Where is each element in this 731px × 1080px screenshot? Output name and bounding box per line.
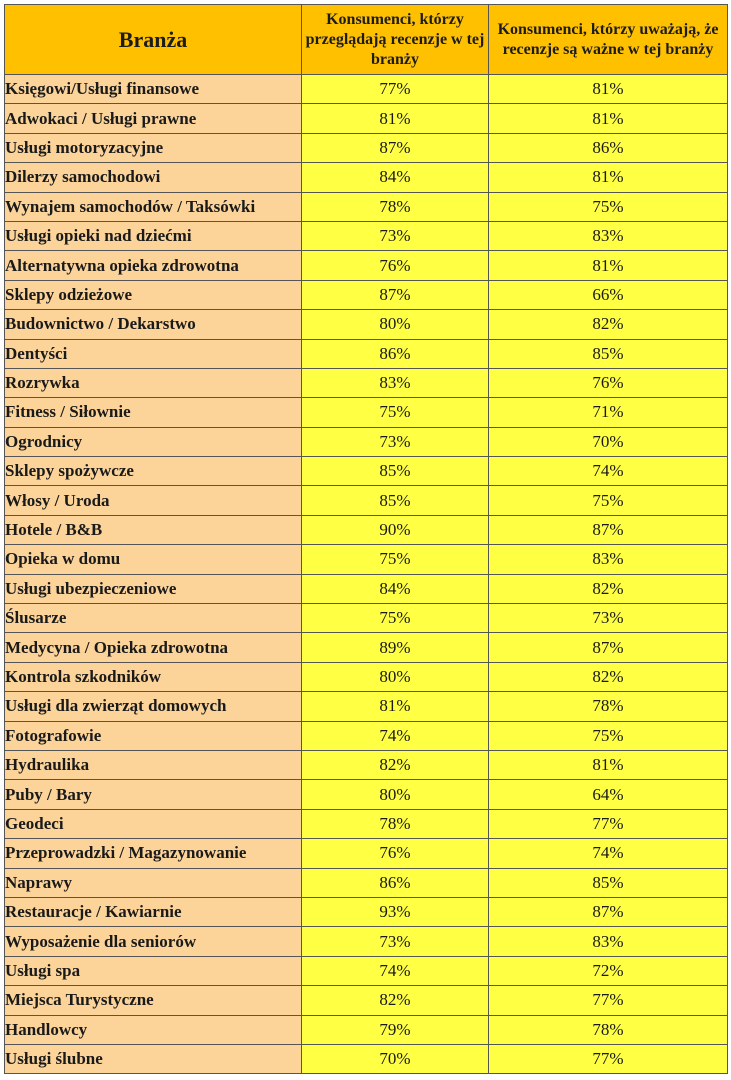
industry-cell: Medycyna / Opieka zdrowotna: [5, 633, 302, 662]
table-row: [5, 927, 728, 956]
browse-reviews-cell: 90%: [302, 515, 489, 544]
table-row: [5, 1015, 728, 1044]
industry-cell: Miejsca Turystyczne: [5, 986, 302, 1015]
table-row: [5, 1044, 728, 1073]
table-header: [5, 5, 728, 75]
browse-reviews-cell: 82%: [302, 986, 489, 1015]
industry-cell: Geodeci: [5, 809, 302, 838]
table-row: [5, 604, 728, 633]
table-row: [5, 427, 728, 456]
industry-cell: Restauracje / Kawiarnie: [5, 897, 302, 926]
industry-cell: Adwokaci / Usługi prawne: [5, 104, 302, 133]
header-browse-reviews: Konsumenci, którzy przeglądają recenzje w tej branży: [302, 5, 489, 75]
reviews-important-cell: 75%: [489, 192, 728, 221]
industry-cell: Opieka w domu: [5, 545, 302, 574]
reviews-important-cell: 82%: [489, 310, 728, 339]
industry-cell: Fitness / Siłownie: [5, 398, 302, 427]
industry-cell: Ogrodnicy: [5, 427, 302, 456]
header-industry: Branża: [5, 5, 302, 75]
reviews-important-cell: 66%: [489, 280, 728, 309]
reviews-important-cell: 81%: [489, 163, 728, 192]
reviews-important-cell: 83%: [489, 927, 728, 956]
table-row: [5, 692, 728, 721]
industry-cell: Handlowcy: [5, 1015, 302, 1044]
browse-reviews-cell: 81%: [302, 692, 489, 721]
reviews-important-cell: 73%: [489, 604, 728, 633]
industry-cell: Ślusarze: [5, 604, 302, 633]
reviews-important-cell: 81%: [489, 750, 728, 779]
browse-reviews-cell: 70%: [302, 1044, 489, 1073]
reviews-important-cell: 83%: [489, 221, 728, 250]
table-row: [5, 457, 728, 486]
reviews-important-cell: 71%: [489, 398, 728, 427]
browse-reviews-cell: 82%: [302, 750, 489, 779]
table-row: [5, 75, 728, 104]
browse-reviews-cell: 83%: [302, 368, 489, 397]
industry-cell: Włosy / Uroda: [5, 486, 302, 515]
browse-reviews-cell: 86%: [302, 868, 489, 897]
table-row: [5, 839, 728, 868]
table-row: [5, 956, 728, 985]
reviews-important-cell: 83%: [489, 545, 728, 574]
browse-reviews-cell: 78%: [302, 192, 489, 221]
browse-reviews-cell: 87%: [302, 280, 489, 309]
reviews-important-cell: 74%: [489, 839, 728, 868]
table-row: [5, 986, 728, 1015]
reviews-important-cell: 78%: [489, 1015, 728, 1044]
table-row: [5, 251, 728, 280]
browse-reviews-cell: 80%: [302, 780, 489, 809]
table-row: [5, 104, 728, 133]
industry-cell: Budownictwo / Dekarstwo: [5, 310, 302, 339]
reviews-important-cell: 75%: [489, 721, 728, 750]
table-row: [5, 868, 728, 897]
table-row: [5, 750, 728, 779]
table-row: [5, 780, 728, 809]
browse-reviews-cell: 80%: [302, 662, 489, 691]
header-reviews-important: Konsumenci, którzy uważają, że recenzje są ważne w tej branży: [489, 5, 728, 75]
browse-reviews-cell: 78%: [302, 809, 489, 838]
reviews-important-cell: 77%: [489, 1044, 728, 1073]
table-row: [5, 633, 728, 662]
reviews-important-cell: 82%: [489, 574, 728, 603]
table-row: [5, 809, 728, 838]
browse-reviews-cell: 73%: [302, 427, 489, 456]
browse-reviews-cell: 85%: [302, 486, 489, 515]
browse-reviews-cell: 74%: [302, 956, 489, 985]
reviews-important-cell: 78%: [489, 692, 728, 721]
industry-cell: Księgowi/Usługi finansowe: [5, 75, 302, 104]
industry-cell: Kontrola szkodników: [5, 662, 302, 691]
reviews-important-cell: 76%: [489, 368, 728, 397]
browse-reviews-cell: 84%: [302, 163, 489, 192]
header-row: [5, 5, 728, 75]
browse-reviews-cell: 86%: [302, 339, 489, 368]
browse-reviews-cell: 80%: [302, 310, 489, 339]
table-body: [5, 75, 728, 1074]
browse-reviews-cell: 76%: [302, 839, 489, 868]
table-row: [5, 368, 728, 397]
industry-cell: Usługi ślubne: [5, 1044, 302, 1073]
reviews-important-cell: 77%: [489, 986, 728, 1015]
industry-cell: Usługi spa: [5, 956, 302, 985]
industry-cell: Alternatywna opieka zdrowotna: [5, 251, 302, 280]
industry-cell: Dilerzy samochodowi: [5, 163, 302, 192]
industry-cell: Wynajem samochodów / Taksówki: [5, 192, 302, 221]
industry-cell: Usługi opieki nad dziećmi: [5, 221, 302, 250]
reviews-important-cell: 87%: [489, 515, 728, 544]
table-row: [5, 486, 728, 515]
reviews-important-cell: 70%: [489, 427, 728, 456]
reviews-important-cell: 77%: [489, 809, 728, 838]
reviews-important-cell: 86%: [489, 133, 728, 162]
table-row: [5, 310, 728, 339]
browse-reviews-cell: 87%: [302, 133, 489, 162]
reviews-important-cell: 85%: [489, 868, 728, 897]
industry-cell: Sklepy odzieżowe: [5, 280, 302, 309]
industry-cell: Usługi dla zwierząt domowych: [5, 692, 302, 721]
browse-reviews-cell: 75%: [302, 604, 489, 633]
reviews-important-cell: 81%: [489, 75, 728, 104]
reviews-important-cell: 82%: [489, 662, 728, 691]
table-row: [5, 721, 728, 750]
browse-reviews-cell: 73%: [302, 927, 489, 956]
table-row: [5, 133, 728, 162]
reviews-important-cell: 81%: [489, 251, 728, 280]
browse-reviews-cell: 84%: [302, 574, 489, 603]
table-row: [5, 897, 728, 926]
table-row: [5, 280, 728, 309]
industry-cell: Hydraulika: [5, 750, 302, 779]
reviews-important-cell: 87%: [489, 897, 728, 926]
industry-cell: Dentyści: [5, 339, 302, 368]
table-row: [5, 163, 728, 192]
industry-cell: Puby / Bary: [5, 780, 302, 809]
browse-reviews-cell: 81%: [302, 104, 489, 133]
browse-reviews-cell: 89%: [302, 633, 489, 662]
industry-cell: Przeprowadzki / Magazynowanie: [5, 839, 302, 868]
browse-reviews-cell: 74%: [302, 721, 489, 750]
browse-reviews-cell: 75%: [302, 545, 489, 574]
browse-reviews-cell: 79%: [302, 1015, 489, 1044]
reviews-important-cell: 64%: [489, 780, 728, 809]
browse-reviews-cell: 75%: [302, 398, 489, 427]
table-row: [5, 339, 728, 368]
industry-cell: Hotele / B&B: [5, 515, 302, 544]
industry-cell: Usługi ubezpieczeniowe: [5, 574, 302, 603]
browse-reviews-cell: 76%: [302, 251, 489, 280]
reviews-important-cell: 72%: [489, 956, 728, 985]
browse-reviews-cell: 85%: [302, 457, 489, 486]
industry-cell: Fotografowie: [5, 721, 302, 750]
reviews-important-cell: 81%: [489, 104, 728, 133]
table-row: [5, 192, 728, 221]
industry-cell: Sklepy spożywcze: [5, 457, 302, 486]
reviews-important-cell: 85%: [489, 339, 728, 368]
reviews-important-cell: 75%: [489, 486, 728, 515]
table-row: [5, 398, 728, 427]
table-row: [5, 545, 728, 574]
reviews-important-cell: 74%: [489, 457, 728, 486]
table-row: [5, 515, 728, 544]
industry-reviews-table: [4, 4, 728, 1074]
reviews-important-cell: 87%: [489, 633, 728, 662]
table-row: [5, 221, 728, 250]
industry-cell: Naprawy: [5, 868, 302, 897]
industry-cell: Rozrywka: [5, 368, 302, 397]
table-row: [5, 574, 728, 603]
browse-reviews-cell: 73%: [302, 221, 489, 250]
table-row: [5, 662, 728, 691]
industry-cell: Wyposażenie dla seniorów: [5, 927, 302, 956]
industry-cell: Usługi motoryzacyjne: [5, 133, 302, 162]
browse-reviews-cell: 93%: [302, 897, 489, 926]
browse-reviews-cell: 77%: [302, 75, 489, 104]
